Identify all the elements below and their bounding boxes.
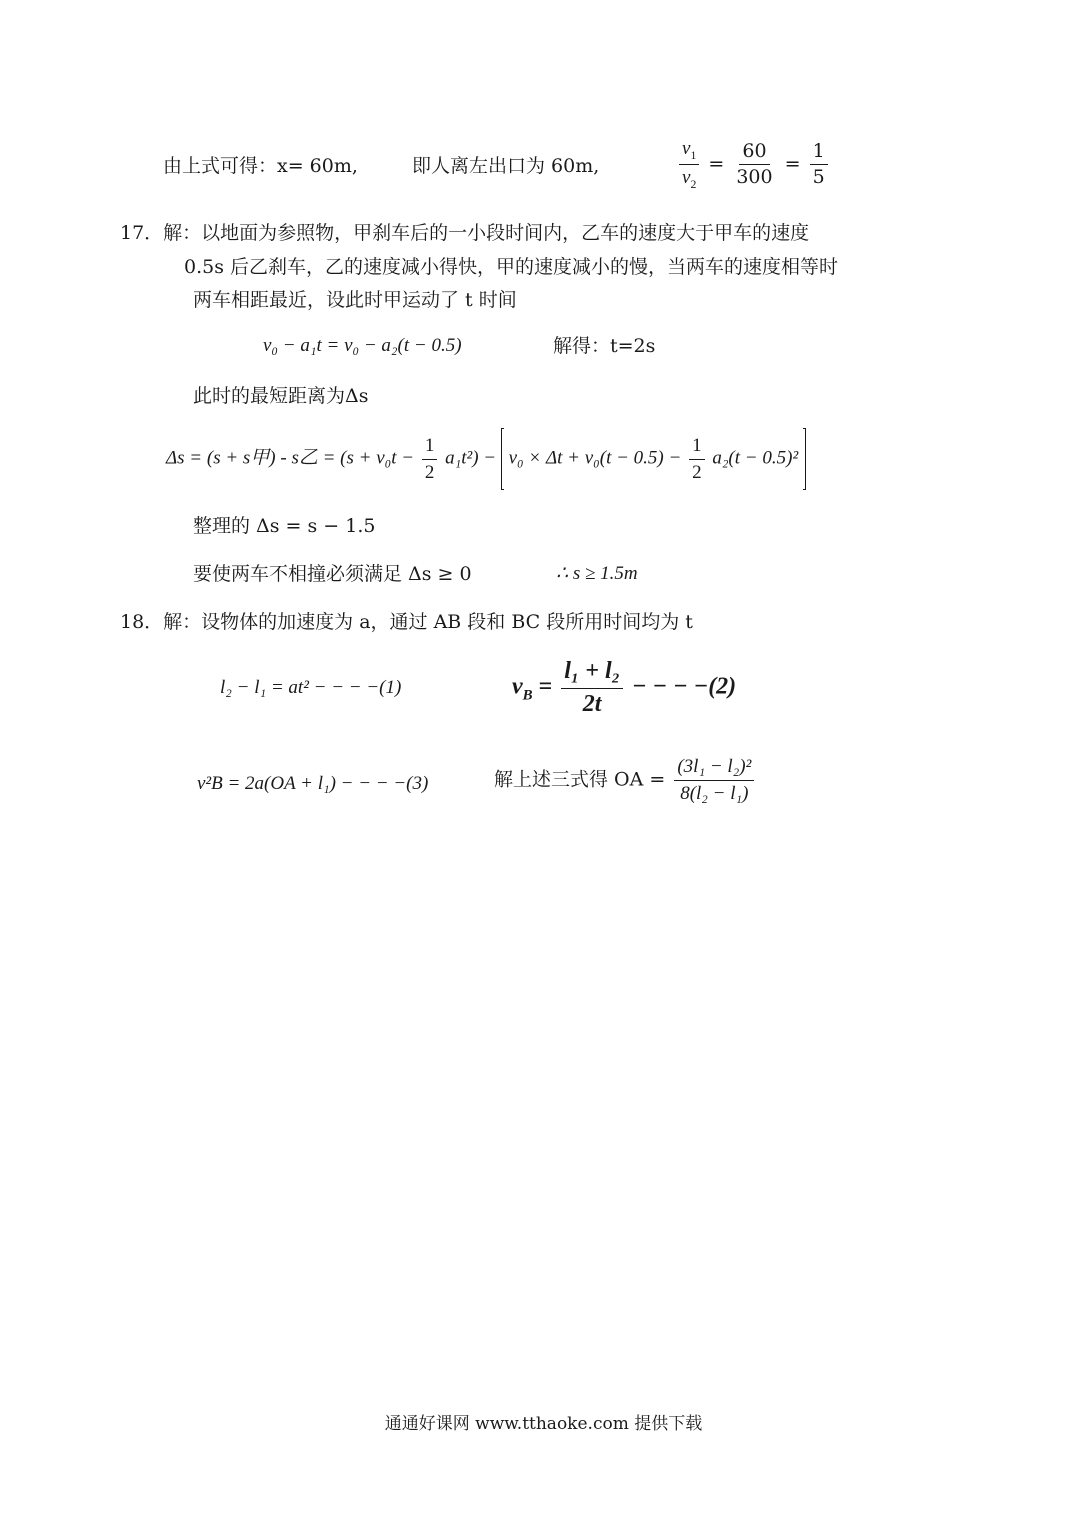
p17-head: 17．解：以地面为参照物，甲刹车后的一小段时间内，乙车的速度大于甲车的速度 bbox=[120, 222, 810, 244]
ds-inner-2: a₂(t − 0.5)² bbox=[712, 447, 799, 469]
ratio-frac-1-5 bbox=[810, 141, 828, 190]
p17-line2: 0.5s 后乙刹车，乙的速度减小得快，甲的速度减小的慢，当两车的速度相等时 bbox=[184, 256, 839, 278]
frac3-den: 5 bbox=[812, 166, 825, 189]
p17-result: 解得：t=2s bbox=[553, 335, 656, 357]
p18-eq3: v²B = 2a(OA + l₁) − − − −(3) bbox=[197, 773, 429, 794]
result-line-text-b: 即人离左出口为 60m, bbox=[412, 155, 600, 177]
eq-sign-1: = bbox=[708, 152, 725, 175]
p18-eq1: l₂ − l₁ = at² − − − −(1) bbox=[220, 677, 402, 698]
ds-inner-1: v₀ × Δt + v₀(t − 0.5) − bbox=[508, 447, 682, 469]
p17-simplify: 整理的 Δs = s − 1.5 bbox=[193, 515, 376, 537]
p18-solve bbox=[494, 756, 757, 805]
frac1-num: v bbox=[682, 138, 691, 159]
p17-equation: v₀ − a₁t = v₀ − a₂(t − 0.5) bbox=[263, 335, 462, 356]
ratio-frac-v bbox=[679, 138, 699, 192]
vb-frac bbox=[561, 658, 623, 718]
vb-sub: B bbox=[522, 687, 533, 704]
vb-num: l₁ + l₂ bbox=[561, 658, 623, 689]
solve-text: 解上述三式得 OA = bbox=[494, 768, 666, 791]
ratio-equation bbox=[676, 138, 831, 192]
oa-frac bbox=[674, 756, 754, 805]
ds-half1-den: 2 bbox=[424, 461, 435, 483]
vb-lhs: v bbox=[512, 673, 523, 700]
delta-s-equation bbox=[166, 428, 806, 490]
frac2-den: 300 bbox=[736, 166, 773, 189]
ds-lhs: Δs = (s + s甲) - s乙 = (s + v₀t − bbox=[166, 447, 415, 469]
ds-half2-den: 2 bbox=[692, 461, 702, 483]
vb-den: 2t bbox=[582, 690, 602, 717]
oa-den: 8(l₂ − l₁) bbox=[680, 782, 749, 804]
ds-half-1 bbox=[422, 435, 438, 484]
ds-mid: a₁t²) − bbox=[445, 447, 497, 469]
p17-condition: 要使两车不相撞必须满足 Δs ≥ 0 bbox=[193, 563, 472, 585]
left-bracket bbox=[501, 428, 504, 490]
ds-half-2 bbox=[689, 435, 705, 484]
frac1-num-sub: 1 bbox=[690, 148, 697, 162]
vb-tag: − − − −(2) bbox=[632, 673, 737, 700]
oa-num: (3l₁ − l₂)² bbox=[674, 756, 754, 781]
result-line-text-a: 由上式可得：x= 60m, bbox=[163, 155, 358, 177]
eq-sign-2: = bbox=[784, 152, 801, 175]
p17-line3: 两车相距最近，设此时甲运动了 t 时间 bbox=[193, 289, 517, 311]
frac1-den: v bbox=[682, 167, 691, 189]
p18-eq2 bbox=[512, 658, 736, 718]
ratio-frac-60-300 bbox=[733, 141, 775, 190]
frac3-num: 1 bbox=[810, 141, 828, 166]
footer: 通通好课网 www.tthaoke.com 提供下载 bbox=[384, 1414, 703, 1434]
ds-half1-num: 1 bbox=[422, 435, 438, 460]
vb-eq: = bbox=[538, 673, 553, 700]
p18-head: 18．解：设物体的加速度为 a，通过 AB 段和 BC 段所用时间均为 t bbox=[120, 611, 693, 633]
p17-min-dist: 此时的最短距离为Δs bbox=[193, 385, 369, 407]
frac1-den-sub: 2 bbox=[690, 178, 697, 192]
p17-conclusion: ∴ s ≥ 1.5m bbox=[556, 563, 638, 584]
frac2-num: 60 bbox=[739, 141, 769, 166]
ds-half2-num: 1 bbox=[689, 435, 705, 460]
right-bracket bbox=[803, 428, 806, 490]
